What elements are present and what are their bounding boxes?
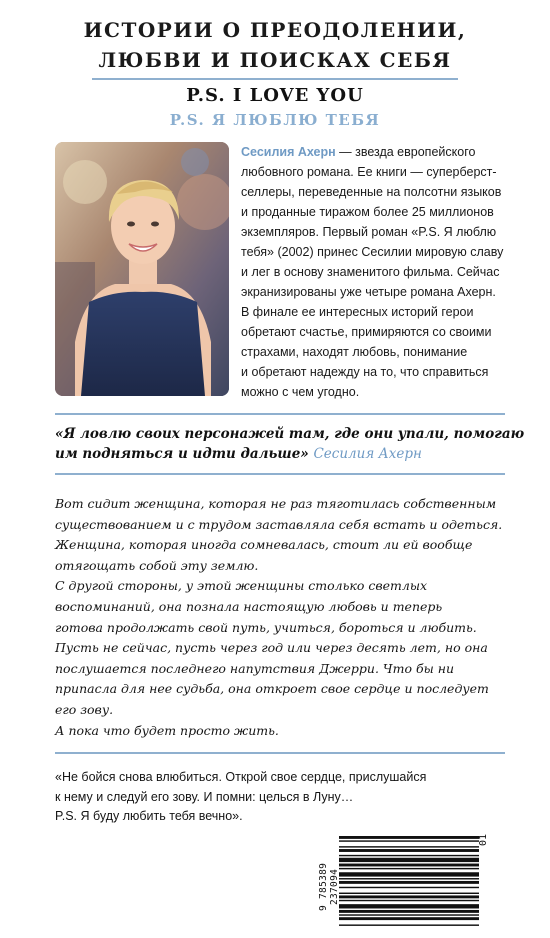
closing-divider [55, 752, 505, 754]
barcode-bars [317, 832, 493, 930]
blurb-line: С другой стороны, у этой женщины столько светлых [55, 578, 428, 594]
header-line-2: ЛЮБВИ И ПОИСКАХ СЕБЯ [98, 48, 452, 72]
bio-line: обретают счастье, примиряются со своими [241, 325, 492, 339]
barcode-bar [339, 836, 479, 839]
closing-line: «Не бойся снова влюбиться. Открой свое сердце, прислушайся [55, 770, 427, 784]
barcode-bar [339, 858, 479, 862]
blurb-line: готова продолжать свой путь, учиться, бороться и любить. [55, 619, 477, 635]
bio-line: и лег в основу знаменитого фильма. Сейчас [241, 265, 500, 279]
book-blurb [55, 494, 525, 741]
author-quote [55, 424, 525, 464]
author-bio [241, 142, 503, 402]
barcode-bar [339, 849, 479, 852]
quote-line-2 [55, 444, 505, 464]
quote-line-1: «Я ловлю своих персонажей там, где они упали, помогаю [55, 426, 525, 442]
barcode-bar [339, 864, 479, 867]
barcode-bar [339, 924, 479, 925]
header-line-1: ИСТОРИИ О ПРЕОДОЛЕНИИ, [83, 18, 467, 42]
barcode-bar [339, 900, 479, 901]
blurb-line: его зову. [55, 701, 114, 717]
title-english: P.S. I LOVE YOU [186, 85, 364, 106]
barcode-bar [339, 893, 479, 894]
barcode-number: 9 785389 237094 [318, 862, 340, 912]
barcode-addon: 01 [478, 834, 489, 847]
barcode-bar [339, 887, 479, 888]
quote-line-2-text: им подняться и идти дальше» [55, 446, 309, 462]
closing-line: P.S. Я буду любить тебя вечно». [55, 809, 243, 823]
barcode-bar [339, 868, 479, 869]
blurb-line: А пока что будет просто жить. [55, 722, 279, 738]
blurb-line: существованием и с трудом заставляла себя встать и одеться. [55, 516, 503, 532]
bio-first-line [241, 142, 503, 162]
blurb-line: Женщина, которая иногда сомневалась, стоит ли ей вообще [55, 537, 473, 553]
bio-line: В финале ее интересных историй герои [241, 305, 474, 319]
closing-line: к нему и следуй его зову. И помни: целься в Луну… [55, 789, 354, 804]
blurb-line: воспоминаний, она познала настоящую любовь и теперь [55, 598, 443, 614]
quote-author: Сесилия Ахерн [313, 446, 422, 462]
barcode-bar [339, 872, 479, 876]
bio-line: селлеры, переведенные на полсотни языков [241, 185, 502, 199]
author-portrait-illustration [55, 142, 229, 396]
blurb-line: Вот сидит женщина, которая не раз тяготилась собственным [55, 496, 497, 511]
bio-author-name: Сесилия Ахерн [241, 145, 336, 159]
barcode-bar [339, 914, 479, 915]
bio-line: экземпляров. Первый роман «P.S. Я люблю [241, 225, 497, 239]
barcode-bar [339, 878, 479, 879]
barcode-bar [339, 895, 479, 898]
bio-line: можно с чем угодно. [241, 385, 360, 399]
blurb-line: отягощать собой эту землю. [55, 557, 259, 573]
quote-bottom-divider [55, 473, 505, 475]
bio-line: страхами, находят любовь, понимание [241, 345, 468, 359]
bio-line: любовного романа. Ее книги — суперберст- [241, 165, 497, 179]
barcode-bar [339, 881, 479, 884]
bio-line: и проданные тиражом более 25 миллионов [241, 205, 494, 219]
header-divider [92, 78, 458, 80]
bio-line: тебя» (2002) принес Сесилии мировую славу [241, 245, 504, 259]
barcode-bar [339, 840, 479, 841]
blurb-line: Пусть не сейчас, пусть через год или через десять лет, но она [55, 640, 488, 656]
blurb-line: послушается последнего напутствия Джерри. Что бы ни [55, 660, 455, 676]
barcode [317, 832, 493, 930]
barcode-bar [339, 904, 479, 908]
blurb-line: припасла для нее судьба, она откроет свое сердце и последует [55, 681, 489, 697]
author-photo [55, 142, 229, 396]
quote-top-divider [55, 413, 505, 415]
bio-line: экранизированы уже четыре романа Ахерн. [241, 285, 496, 299]
bio-line: и обретают надежду на то, что справиться [241, 365, 489, 379]
bio-first-line-text: — звезда европейского [335, 145, 476, 159]
barcode-bar [339, 910, 479, 913]
barcode-bar [339, 846, 479, 847]
barcode-bar [339, 917, 479, 920]
title-russian: P.S. Я ЛЮБЛЮ ТЕБЯ [169, 111, 381, 129]
barcode-bar [339, 855, 479, 856]
closing-quote [55, 768, 505, 827]
